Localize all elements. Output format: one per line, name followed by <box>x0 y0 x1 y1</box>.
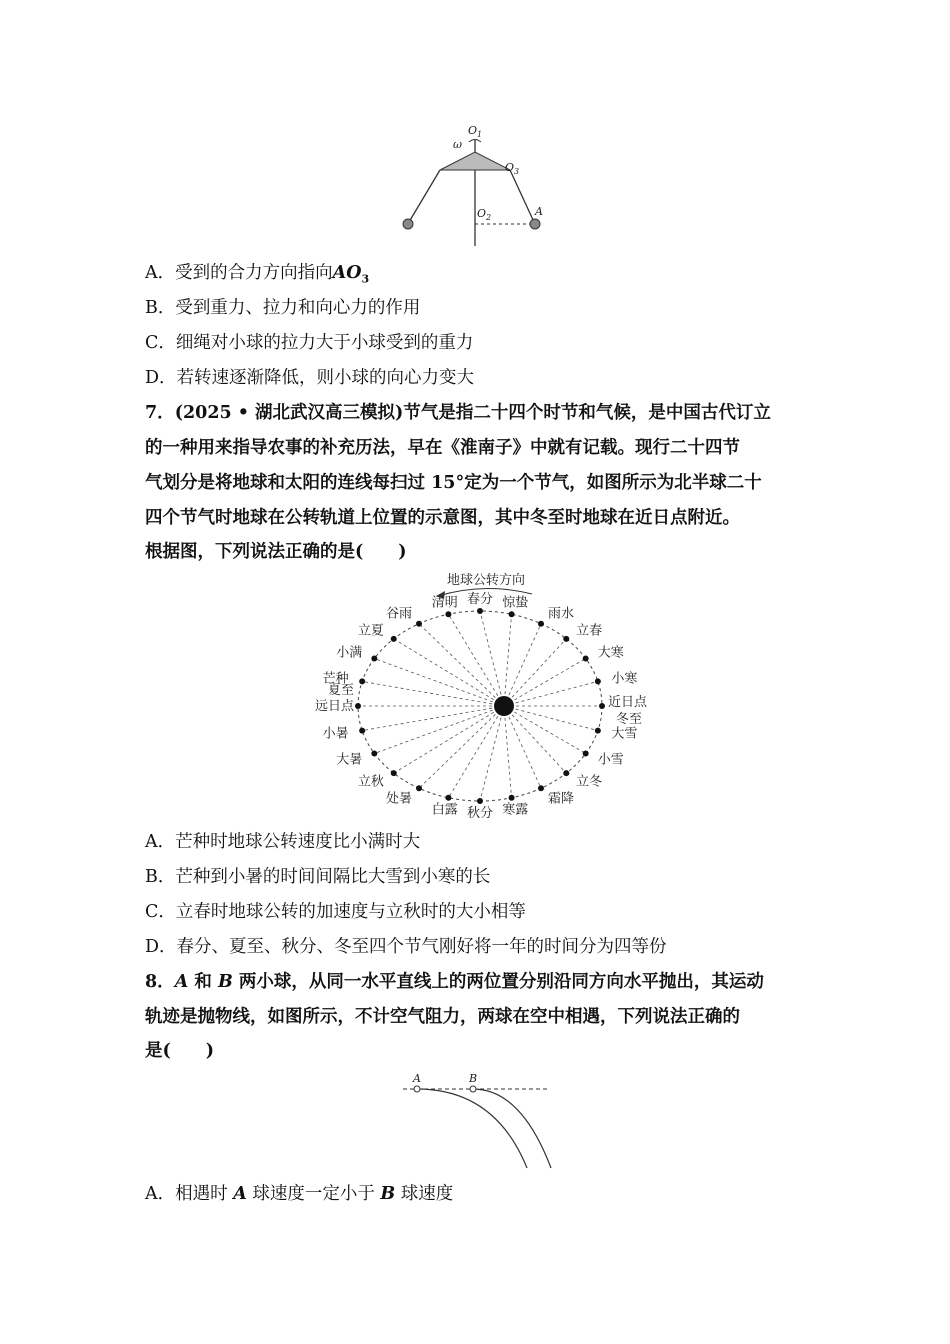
q7-stem-line1: 7．(2025 • 湖北武汉高三模拟)节气是指二十四个时节和气候，是中国古代订立 <box>145 403 771 423</box>
solar-term-label: 大暑 <box>336 752 363 768</box>
earth-position-dot <box>416 785 422 791</box>
solar-term-label: 芒种 <box>322 671 349 687</box>
solar-term-label: 大寒 <box>597 645 624 661</box>
earth-position-dot <box>445 795 451 801</box>
earth-position-dot <box>509 611 515 617</box>
solar-term-label: 惊蛰 <box>502 595 529 611</box>
orbit-ray <box>504 706 541 788</box>
solar-term-label: 夏至 <box>327 683 354 698</box>
q7-option-c: C．立春时地球公转的加速度与立秋时的大小相等 <box>145 902 526 922</box>
orbit-ray <box>504 706 586 754</box>
svg-text:O3: $O_3$ <box>505 161 520 176</box>
solar-term-label: 小雪 <box>597 752 624 768</box>
q7-stem-line4: 四个节气时地球在公转轨道上位置的示意图，其中冬至时地球在近日点附近。 <box>145 508 740 528</box>
q7-option-a: A．芒种时地球公转速度比小满时大 <box>145 832 421 852</box>
svg-text:ω: ω <box>453 138 462 151</box>
solar-term-label: 小暑 <box>322 726 349 742</box>
earth-position-dot <box>538 785 544 791</box>
q8-stem-line3: 是( ) <box>145 1041 215 1061</box>
earth-position-dot <box>391 636 397 642</box>
q6-option-a: A．受到的合力方向指向$AO_3$ <box>145 263 370 286</box>
svg-text:A: A <box>413 1072 421 1085</box>
earth-position-dot <box>595 678 601 684</box>
earth-position-dot <box>355 703 361 709</box>
solar-term-label: 大雪 <box>611 726 638 742</box>
q8-option-a: A．相遇时 A 球速度一定小于 B 球速度 <box>145 1184 454 1204</box>
orbit-ray <box>504 624 541 706</box>
pendulum-figure <box>395 118 555 250</box>
orbit-ray <box>504 706 512 798</box>
earth-position-dot <box>509 795 515 801</box>
q8-stem-line2: 轨迹是抛物线，如图所示，不计空气阻力，两球在空中相遇，下列说法正确的 <box>145 1007 740 1027</box>
solar-term-label: 立秋 <box>357 774 384 790</box>
earth-position-dot <box>416 621 422 627</box>
solar-term-label: 冬至 <box>616 712 643 727</box>
earth-position-dot <box>359 728 365 734</box>
solar-term-label: 白露 <box>431 802 458 818</box>
orbit-ray <box>374 706 504 754</box>
orbit-figure <box>300 568 660 820</box>
earth-position-dot <box>477 798 483 804</box>
direction-label: 地球公转方向 <box>446 573 526 588</box>
orbit-ray <box>504 706 598 731</box>
svg-text:A: A <box>535 205 543 218</box>
solar-term-label: 立冬 <box>576 774 603 790</box>
earth-position-dot <box>583 751 589 757</box>
q7-option-d: D．春分、夏至、秋分、冬至四个节气刚好将一年的时间分为四等份 <box>145 937 667 957</box>
orbit-ray <box>394 639 504 706</box>
solar-term-label: 谷雨 <box>385 606 412 622</box>
orbit-ray <box>374 659 504 707</box>
solar-term-label: 小满 <box>336 645 363 661</box>
orbit-ray <box>504 639 566 706</box>
orbit-ray <box>504 659 586 707</box>
earth-position-dot <box>595 728 601 734</box>
earth-position-dot <box>359 678 365 684</box>
earth-position-dot <box>445 611 451 617</box>
orbit-ray <box>448 706 504 798</box>
orbit-ray <box>480 706 504 801</box>
solar-term-label: 秋分 <box>466 806 494 820</box>
solar-term-label: 处暑 <box>385 791 412 807</box>
orbit-ray <box>504 681 598 706</box>
orbit-ray <box>480 611 504 706</box>
perihelion-label: 近日点 <box>608 695 648 710</box>
q7-stem-line2: 的一种用来指导农事的补充历法，早在《淮南子》中就有记载。现行二十四节 <box>145 438 740 458</box>
orbit-ray <box>448 614 504 706</box>
earth-position-dot <box>599 703 605 709</box>
orbit-ray <box>362 681 504 706</box>
solar-term-label: 小寒 <box>611 671 638 687</box>
projectile-figure <box>395 1068 555 1172</box>
q6-option-c: C．细绳对小球的拉力大于小球受到的重力 <box>145 333 474 353</box>
q7-stem-line3: 气划分是将地球和太阳的连线每扫过 15°定为一个节气，如图所示为北半球二十 <box>145 473 762 493</box>
aphelion-label: 远日点 <box>314 699 354 714</box>
earth-position-dot <box>583 656 589 662</box>
orbit-ray <box>394 706 504 773</box>
q7-option-b: B．芒种到小暑的时间间隔比大雪到小寒的长 <box>145 867 491 887</box>
solar-term-label: 霜降 <box>548 791 575 807</box>
earth-position-dot <box>371 656 377 662</box>
solar-term-label: 立夏 <box>357 623 384 639</box>
solar-term-label: 清明 <box>431 595 458 611</box>
orbit-ray <box>362 706 504 731</box>
svg-text:B: B <box>469 1072 478 1085</box>
solar-term-label: 寒露 <box>502 802 529 818</box>
q8-stem-line1: 8．A 和 B 两小球，从同一水平直线上的两位置分别沿同方向水平抛出，其运动 <box>145 972 764 992</box>
svg-text:O1: $O_1$ <box>468 124 483 139</box>
solar-term-label: 春分 <box>466 592 494 607</box>
earth-position-dot <box>477 608 483 614</box>
earth-position-dot <box>563 770 569 776</box>
q7-stem-line5: 根据图，下列说法正确的是( ) <box>145 542 407 562</box>
q6-option-d: D．若转速逐渐降低，则小球的向心力变大 <box>145 368 475 388</box>
orbit-ray <box>504 614 512 706</box>
earth-position-dot <box>563 636 569 642</box>
earth-position-dot <box>391 770 397 776</box>
solar-term-label: 雨水 <box>548 606 575 622</box>
earth-position-dot <box>371 751 377 757</box>
orbit-ray <box>504 706 566 773</box>
sun-icon <box>494 696 514 716</box>
solar-term-label: 立春 <box>576 623 603 639</box>
q6-option-b: B．受到重力、拉力和向心力的作用 <box>145 298 421 318</box>
earth-position-dot <box>538 621 544 627</box>
svg-text:O2: $O_2$ <box>477 207 492 222</box>
